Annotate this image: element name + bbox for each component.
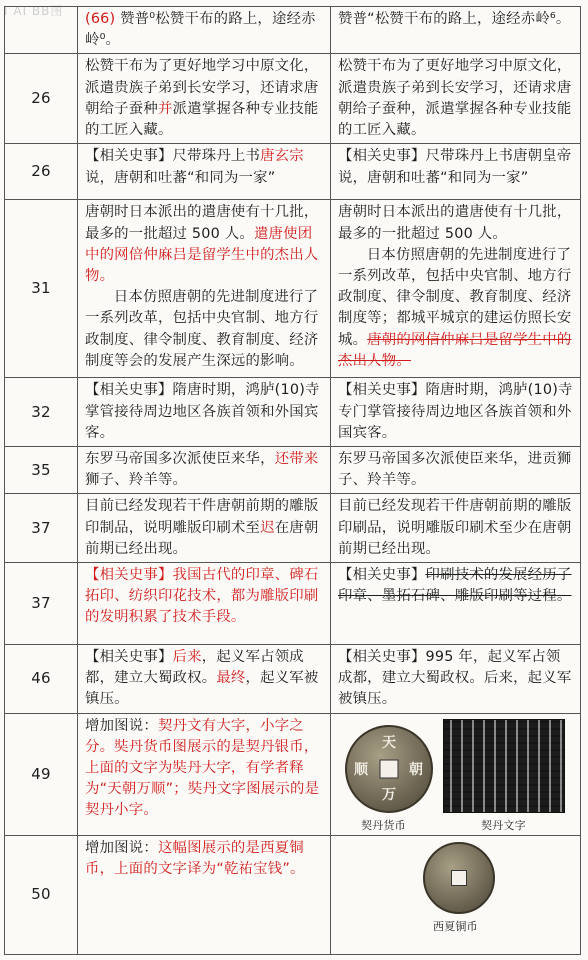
khitan-coin-image: [345, 725, 433, 813]
revised-text: 并: [157, 100, 173, 117]
table-row: [5, 563, 581, 645]
text-segment: 【相关史事】隋唐时期，鸿胪(10)寺专门掌管接待周边地区各族首领和外国宾客。: [338, 382, 573, 441]
text-segment: 赞普“松赞干布的路上，途经赤岭⁶。: [338, 11, 571, 27]
revised-version-cell: [78, 447, 331, 494]
page-number: 26: [5, 54, 78, 144]
page-number: 37: [5, 494, 78, 563]
khitan-script-rubbing-image: [443, 719, 565, 813]
page-number: 31: [5, 200, 78, 378]
revised-version-cell: [78, 645, 331, 714]
text-segment: 狮子、羚羊等。: [85, 472, 188, 489]
original-version-cell: [331, 645, 581, 714]
text-segment: 【相关史事】尺带珠丹上书唐朝皇帝说，唐朝和吐蕃“和同为一家”: [338, 148, 572, 186]
table-row: [5, 144, 581, 200]
revised-version-cell: [78, 563, 331, 645]
revised-text: 迟: [260, 519, 275, 536]
text-segment: 【相关史事】: [338, 567, 426, 584]
table-row: [5, 645, 581, 714]
coin-character: 朝: [409, 762, 424, 779]
text-segment: 日本仿照唐朝的先进制度进行了一系列改革，包括中央官制、地方行政制度、律令制度、教育制度、经济制度等；都城平城京的建运仿照长安城。: [338, 246, 572, 348]
text-segment: 增加图说：: [85, 717, 158, 734]
text-segment: 目前已经发现若干件唐朝前期的雕版印刷品，说明雕版印刷术至少在唐朝前期已经出现。: [338, 498, 572, 557]
text-segment: 【相关史事】隋唐时期，鸿胪(10)寺掌管接待周边地区各族首领和外国宾客。: [85, 382, 320, 441]
text-segment: 说，唐朝和吐蕃“和同为一家”: [85, 169, 276, 186]
text-segment: 印刷技术的发展经历了印章、墨拓石碑、雕版印刷等过程。: [338, 567, 572, 605]
coin-character: 天: [382, 735, 397, 752]
text-segment: 唐朝时日本派出的遣唐使有十几批，最多的一批超过 500 人。: [85, 204, 319, 242]
image-caption: 西夏铜币: [433, 919, 478, 933]
revised-version-cell: [78, 713, 331, 835]
text-segment: ，起义军被镇压。: [85, 670, 319, 708]
table-row: [5, 7, 581, 54]
figure-area: [331, 836, 580, 954]
table-row: [5, 378, 581, 447]
figure-area: [331, 715, 580, 833]
revised-text: 唐玄宗: [260, 148, 304, 165]
revised-text: 最终: [216, 670, 246, 687]
text-segment: 目前已经发现若干件唐朝前期的雕版印制品，说明雕版印刷术至: [85, 498, 319, 536]
revised-text: 契丹文有大字，小字之分。奘丹货币图展示的是契丹银币，上面的文字为奘丹大字，有学者释为“天朝万顺”；奘丹文字图展示的是契丹小字。: [85, 717, 320, 819]
table-row: [5, 835, 581, 954]
table-row: [5, 713, 581, 835]
revised-text: (66): [85, 11, 116, 27]
table-row: [5, 447, 581, 494]
text-segment: 东罗马帝国多次派使臣来华，: [85, 451, 275, 468]
revised-text: 还带来: [274, 451, 319, 468]
revised-version-cell: [78, 54, 331, 144]
revised-text: 唐朝的网信仲麻吕是留学生中的杰出人物。: [338, 331, 572, 369]
table-row: [5, 54, 581, 144]
original-version-cell: [331, 378, 581, 447]
text-segment: 东罗马帝国多次派使臣来华，进贡狮子、羚羊等。: [338, 451, 572, 489]
western-xia-coin-image: [423, 842, 495, 914]
revised-text: 【相关史事】我国古代的印章、碑石拓印、纺织印花技术，都为雕版印刷的发明积累了技术手段。: [85, 567, 319, 626]
watermark: I AI BB图: [4, 4, 64, 18]
revised-version-cell: [78, 494, 331, 563]
revised-version-cell: [78, 378, 331, 447]
page-number: 49: [5, 713, 78, 835]
page-number: 26: [5, 144, 78, 200]
page-number: 35: [5, 447, 78, 494]
text-segment: 唐朝时日本派出的遣唐使有十几批，最多的一批超过 500 人。: [338, 204, 572, 242]
revised-text: 后来: [172, 649, 202, 666]
original-version-cell: [331, 54, 581, 144]
text-segment: 【相关史事】尺带珠丹上书: [85, 148, 261, 165]
text-segment: 【相关史事】: [85, 649, 173, 666]
paragraph: [338, 245, 574, 372]
text-segment: 日本仿照唐朝的先进制度进行了一系列改革，包括中央官制、地方行政制度、律令制度、教育制度、经济制度等会的发展产生深远的影响。: [85, 289, 319, 369]
original-version-cell: [331, 563, 581, 645]
original-version-cell: [331, 200, 581, 378]
image-caption: 契丹文字: [481, 819, 526, 833]
revised-version-cell: [78, 7, 331, 54]
revised-version-cell: [78, 200, 331, 378]
text-segment: 增加图说：: [85, 839, 158, 856]
revised-version-cell: [78, 144, 331, 200]
paragraph: [85, 287, 324, 372]
text-segment: 派遣掌握各种专业技能的工匠入藏。: [85, 100, 319, 139]
coin-character: 顺: [354, 762, 369, 779]
revised-text: 遣唐使团中的网倍仲麻吕是留学生中的杰出人物。: [85, 225, 319, 285]
original-version-cell: [331, 835, 581, 954]
text-segment: 松赞干布为了更好地学习中原文化，派遣贵族子弟到长安学习，还请求唐朝给子蚕种: [85, 58, 319, 117]
text-segment: 松赞干布为了更好地学习中原文化，派遣贵族子弟到长安学习，还请求唐朝给子蚕种，派遣掌握各种专业技能的工匠入藏。: [338, 58, 572, 139]
original-version-cell: [331, 494, 581, 563]
text-segment: 赞普⁰松赞干布的路上，途经赤岭⁰。: [85, 11, 316, 49]
table-row: [5, 494, 581, 563]
page-number: 50: [5, 835, 78, 954]
page-number: 32: [5, 378, 78, 447]
coin-character: 万: [382, 787, 397, 804]
original-version-cell: [331, 447, 581, 494]
table-row: [5, 200, 581, 378]
text-segment: 【相关史事】995 年，起义军占领成都，建立大蜀政权。后来，起义军被镇压。: [338, 649, 572, 708]
text-segment: 在唐朝前期已经出现。: [85, 519, 319, 557]
original-version-cell: [331, 144, 581, 200]
revised-version-cell: [78, 835, 331, 954]
page-number: 37: [5, 563, 78, 645]
page-number: [5, 7, 78, 54]
original-version-cell: [331, 7, 581, 54]
image-caption: 契丹货币: [361, 819, 406, 833]
revised-text: 这幅图展示的是西夏铜币，上面的文字译为“乾祐宝钱”。: [85, 839, 305, 877]
text-segment: ，起义军占领成都，建立大蜀政权。: [85, 649, 304, 687]
original-version-cell: [331, 713, 581, 835]
comparison-table: [4, 6, 581, 955]
page-number: 46: [5, 645, 78, 714]
